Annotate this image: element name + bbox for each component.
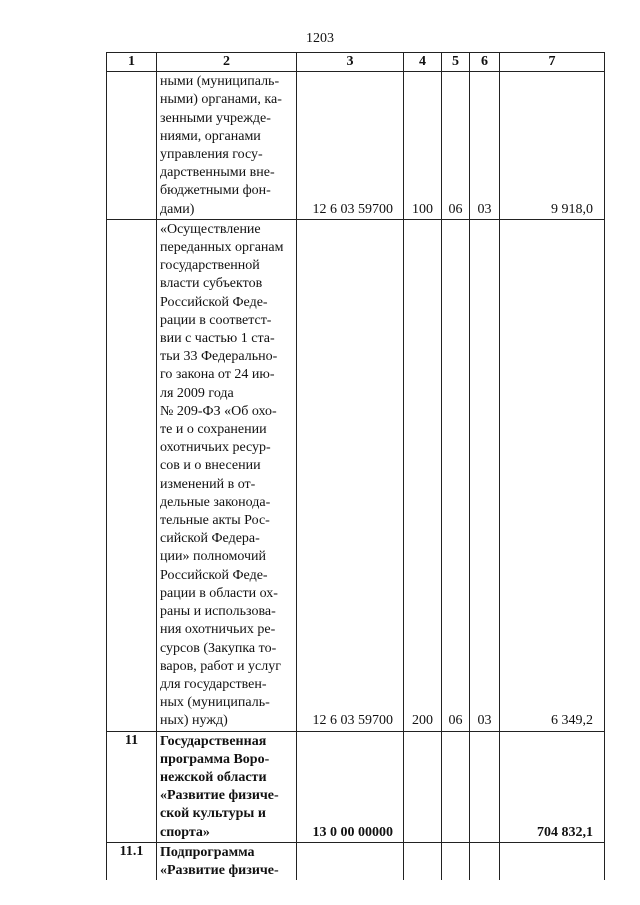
- column-5-cell: [442, 731, 470, 842]
- column-4-cell: [404, 731, 442, 842]
- column-5-cell: 06: [442, 72, 470, 220]
- row-name-line: государственной: [160, 258, 260, 274]
- table-row: [107, 842, 605, 880]
- row-name-line: ных) нужд): [160, 713, 228, 729]
- row-name-line: дарственными вне-: [160, 165, 275, 181]
- row-name-cell: [157, 731, 297, 842]
- table-row: [107, 72, 605, 220]
- column-header: 2: [157, 53, 297, 72]
- row-name-line: спорта»: [160, 824, 210, 840]
- row-name-line: «Осуществление: [160, 221, 261, 237]
- row-name-line: Государственная: [160, 733, 267, 749]
- column-header: 4: [404, 53, 442, 72]
- row-number-cell: [107, 72, 157, 220]
- budget-table: [106, 52, 605, 880]
- row-name-line: № 209-ФЗ «Об охо-: [160, 403, 277, 419]
- row-name-line: раны и использова-: [160, 604, 276, 620]
- row-name-line: рации в области ох-: [160, 585, 278, 601]
- row-name-line: дами): [160, 201, 195, 217]
- row-name-line: нежской области: [160, 769, 267, 785]
- row-name-line: «Развитие физиче-: [160, 862, 279, 878]
- row-name-line: бюджетными фон-: [160, 183, 271, 199]
- code-cell: [297, 842, 404, 880]
- row-name-cell: [157, 72, 297, 220]
- column-header: 5: [442, 53, 470, 72]
- row-name-line: Подпрограмма: [160, 844, 255, 860]
- row-name-line: ных (муниципаль-: [160, 695, 270, 711]
- column-6-cell: [470, 842, 500, 880]
- amount-cell: 9 918,0: [500, 72, 605, 220]
- row-name-line: сурсов (Закупка то-: [160, 640, 277, 656]
- row-name-line: го закона от 24 ию-: [160, 367, 275, 383]
- amount-cell: [500, 842, 605, 880]
- row-name-line: ными) органами, ка-: [160, 92, 282, 108]
- table-row: [107, 731, 605, 842]
- row-name-line: ции» полномочий: [160, 549, 267, 565]
- column-6-cell: [470, 731, 500, 842]
- row-name-line: Российской Феде-: [160, 567, 268, 583]
- column-header: 3: [297, 53, 404, 72]
- row-name-line: «Развитие физиче-: [160, 788, 279, 804]
- column-4-cell: 200: [404, 219, 442, 731]
- code-cell: 12 6 03 59700: [297, 219, 404, 731]
- column-4-cell: [404, 842, 442, 880]
- column-5-cell: 06: [442, 219, 470, 731]
- row-name-line: Российской Феде-: [160, 294, 268, 310]
- row-name-line: дельные законода-: [160, 494, 271, 510]
- row-name-line: власти субъектов: [160, 276, 263, 292]
- row-name-line: ля 2009 года: [160, 385, 234, 401]
- column-5-cell: [442, 842, 470, 880]
- row-name-line: тьи 33 Федерально-: [160, 349, 278, 365]
- row-name-line: зенными учрежде-: [160, 110, 271, 126]
- row-name-line: сийской Федера-: [160, 531, 260, 547]
- row-name-line: для государствен-: [160, 676, 267, 692]
- table-row: [107, 219, 605, 731]
- row-number-cell: 11: [107, 731, 157, 842]
- row-name-cell: [157, 842, 297, 880]
- row-number-cell: [107, 219, 157, 731]
- code-cell: 12 6 03 59700: [297, 72, 404, 220]
- row-name-line: управления госу-: [160, 147, 263, 163]
- row-name-line: переданных органам: [160, 240, 284, 256]
- amount-cell: 6 349,2: [500, 219, 605, 731]
- column-6-cell: 03: [470, 72, 500, 220]
- row-name-line: те и о сохранении: [160, 422, 267, 438]
- column-header: 1: [107, 53, 157, 72]
- row-name-line: ния охотничьих ре-: [160, 622, 276, 638]
- column-header: 6: [470, 53, 500, 72]
- row-name-cell: [157, 219, 297, 731]
- row-number-cell: 11.1: [107, 842, 157, 880]
- row-name-line: вии с частью 1 ста-: [160, 331, 275, 347]
- row-name-line: сов и о внесении: [160, 458, 261, 474]
- row-name-line: рации в соответст-: [160, 312, 272, 328]
- header-row: [107, 53, 605, 72]
- row-name-line: охотничьих ресур-: [160, 440, 271, 456]
- row-name-line: ниями, органами: [160, 128, 261, 144]
- row-name-line: варов, работ и услуг: [160, 658, 281, 674]
- column-4-cell: 100: [404, 72, 442, 220]
- row-name-line: тельные акты Рос-: [160, 513, 270, 529]
- amount-cell: 704 832,1: [500, 731, 605, 842]
- code-cell: 13 0 00 00000: [297, 731, 404, 842]
- column-header: 7: [500, 53, 605, 72]
- column-6-cell: 03: [470, 219, 500, 731]
- row-name-line: изменений в от-: [160, 476, 256, 492]
- row-name-line: ской культуры и: [160, 806, 266, 822]
- row-name-line: ными (муниципаль-: [160, 74, 280, 90]
- page-number: 1203: [306, 31, 334, 46]
- row-name-line: программа Воро-: [160, 751, 270, 767]
